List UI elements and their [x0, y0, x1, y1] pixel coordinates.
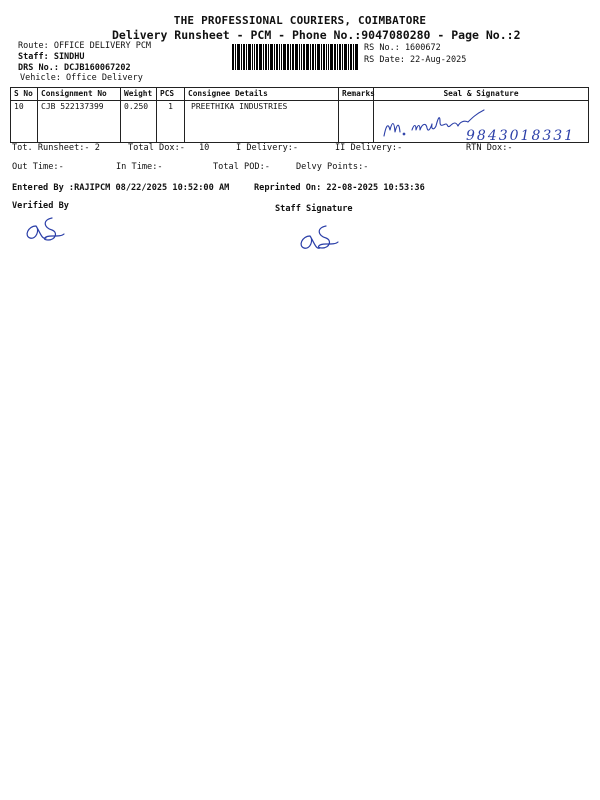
staff-signature-label: Staff Signature — [275, 204, 353, 214]
col-header-consignee: Consignee Details — [185, 88, 339, 101]
vehicle-text: Vehicle: Office Delivery — [20, 73, 143, 83]
i-delivery: I Delivery:- — [236, 143, 299, 153]
reprinted-on: Reprinted On: 22-08-2025 10:53:36 — [254, 183, 425, 193]
runsheet-subtitle: Delivery Runsheet - PCM - Phone No.:9047080280 - Page No.:2 — [112, 28, 521, 42]
receiver-handwriting — [380, 108, 576, 142]
staff-signature — [296, 222, 340, 252]
rs-date: RS Date: 22-Aug-2025 — [364, 55, 467, 65]
col-header-remarks: Remarks — [339, 88, 374, 101]
cell-consignee: PREETHIKA INDUSTRIES — [185, 101, 339, 143]
col-header-sno: S No — [11, 88, 38, 101]
entered-by: Entered By :RAJIPCM 08/22/2025 10:52:00 AM — [12, 183, 230, 193]
col-header-weight: Weight — [121, 88, 157, 101]
cell-sno: 10 — [11, 101, 38, 143]
verified-signature — [22, 214, 66, 244]
company-title: THE PROFESSIONAL COURIERS, COIMBATORE — [173, 14, 427, 27]
col-header-consignment: Consignment No — [38, 88, 121, 101]
col-header-pcs: PCS — [157, 88, 185, 101]
barcode-image — [232, 44, 358, 70]
cell-consignment: CJB 522137399 — [38, 101, 121, 143]
total-pod: Total POD:- — [213, 162, 270, 172]
ii-delivery: II Delivery:- — [335, 143, 403, 153]
verified-by-label: Verified By — [12, 201, 69, 211]
total-dox-value: 10 — [199, 143, 210, 153]
delvy-points: Delvy Points:- — [296, 162, 369, 172]
table-header-row — [11, 88, 589, 101]
rtn-dox: RTN Dox:- — [466, 143, 513, 153]
tot-runsheet: Tot. Runsheet:- 2 — [12, 143, 100, 153]
in-time: In Time:- — [116, 162, 163, 172]
svg-text:9843018331: 9843018331 — [466, 128, 576, 142]
drs-number: DRS No.: DCJB160067202 — [18, 63, 131, 73]
total-dox-label: Total Dox:- — [128, 143, 185, 153]
cell-remarks — [339, 101, 374, 143]
cell-weight: 0.250 — [121, 101, 157, 143]
rs-number: RS No.: 1600672 — [364, 43, 441, 53]
cell-pcs: 1 — [157, 101, 185, 143]
out-time: Out Time:- — [12, 162, 64, 172]
col-header-seal: Seal & Signature — [374, 88, 589, 101]
staff-text: Staff: SINDHU — [18, 52, 85, 62]
route-text: Route: OFFICE DELIVERY PCM — [18, 41, 152, 51]
